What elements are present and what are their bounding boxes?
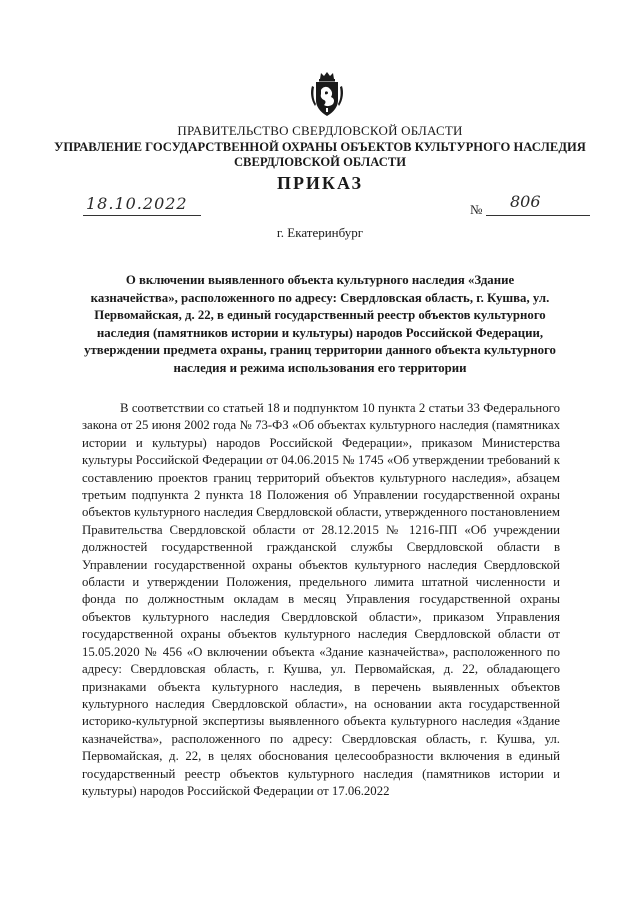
- government-name: ПРАВИТЕЛЬСТВО СВЕРДЛОВСКОЙ ОБЛАСТИ: [177, 123, 463, 138]
- order-title: О включении выявленного объекта культурного наследия «Здание казначейства», расположенного по адресу: Свердловская область, г. Кушва, ул. Первомайская, д. 22, в единый государственный реестр объектов культурного наследия (памятников истории и культуры) народов Российской Федерации, утверждении предмета охраны, границ территории данного объекта культурного наследия и режима использования его территории: [84, 273, 556, 375]
- body-paragraph-text: В соответствии со статьей 18 и подпунктом 10 пункта 2 статьи 33 Федерального закона от 25 июня 2002 года № 73-ФЗ «Об объектах культурного наследия (памятниках истории и культуры) народов Российской Федерации», приказом Министерства культуры Российской Федерации от 04.06.2015 № 1745 «Об утверждении требований к составлению проектов границ территорий объектов культурного наследия», абзацем третьим подпункта 2 пункта 18 Положения об Управлении государственной охраны объектов культурного наследия Свердловской области, утвержденного постановлением Правительства Свердловской области от 28.12.2015 № 1216-ПП «Об учреждении должностей государственной гражданской службы Свердловской области в Управлении государственной охраны объектов культурного наследия Свердловской области и утверждении Положения, предельного лимита штатной численности и фонда по должностным окладам в месяц Управления государственной охраны объектов культурного наследия Свердловской области», приказом Управления государственной охраны объектов культурного наследия Свердловской области от 15.05.2020 № 456 «О включении объекта «Здание казначейства», расположенного по адресу: Свердловская область, г. Кушва, ул. Первомайская, д. 22, обладающего признаками объекта культурного наследия, в перечень выявленных объектов культурного наследия Свердловской области», на основании акта государственной историко-культурной экспертизы выявленного объекта культурного наследия «Здание казначейства», расположенного по адресу: Свердловская область, г. Кушва, ул. Первомайская, д. 22, в целях обоснования целесообразности включения в единый государственный реестр объектов культурного наследия (памятников истории и культуры) народов Российской Федерации от 17.06.2022: [82, 401, 560, 798]
- body-paragraph: [82, 400, 560, 800]
- document-type: ПРИКАЗ: [276, 173, 364, 193]
- document-number: 806: [510, 192, 541, 211]
- number-label: №: [470, 202, 483, 217]
- coat-of-arms-icon: [304, 70, 350, 118]
- department-name: УПРАВЛЕНИЕ ГОСУДАРСТВЕННОЙ ОХРАНЫ ОБЪЕКТОВ КУЛЬТУРНОГО НАСЛЕДИЯ СВЕРДЛОВСКОЙ ОБЛАСТИ: [54, 140, 586, 169]
- document-date: 18.10.2022: [86, 194, 188, 213]
- city-name: г. Екатеринбург: [276, 225, 364, 240]
